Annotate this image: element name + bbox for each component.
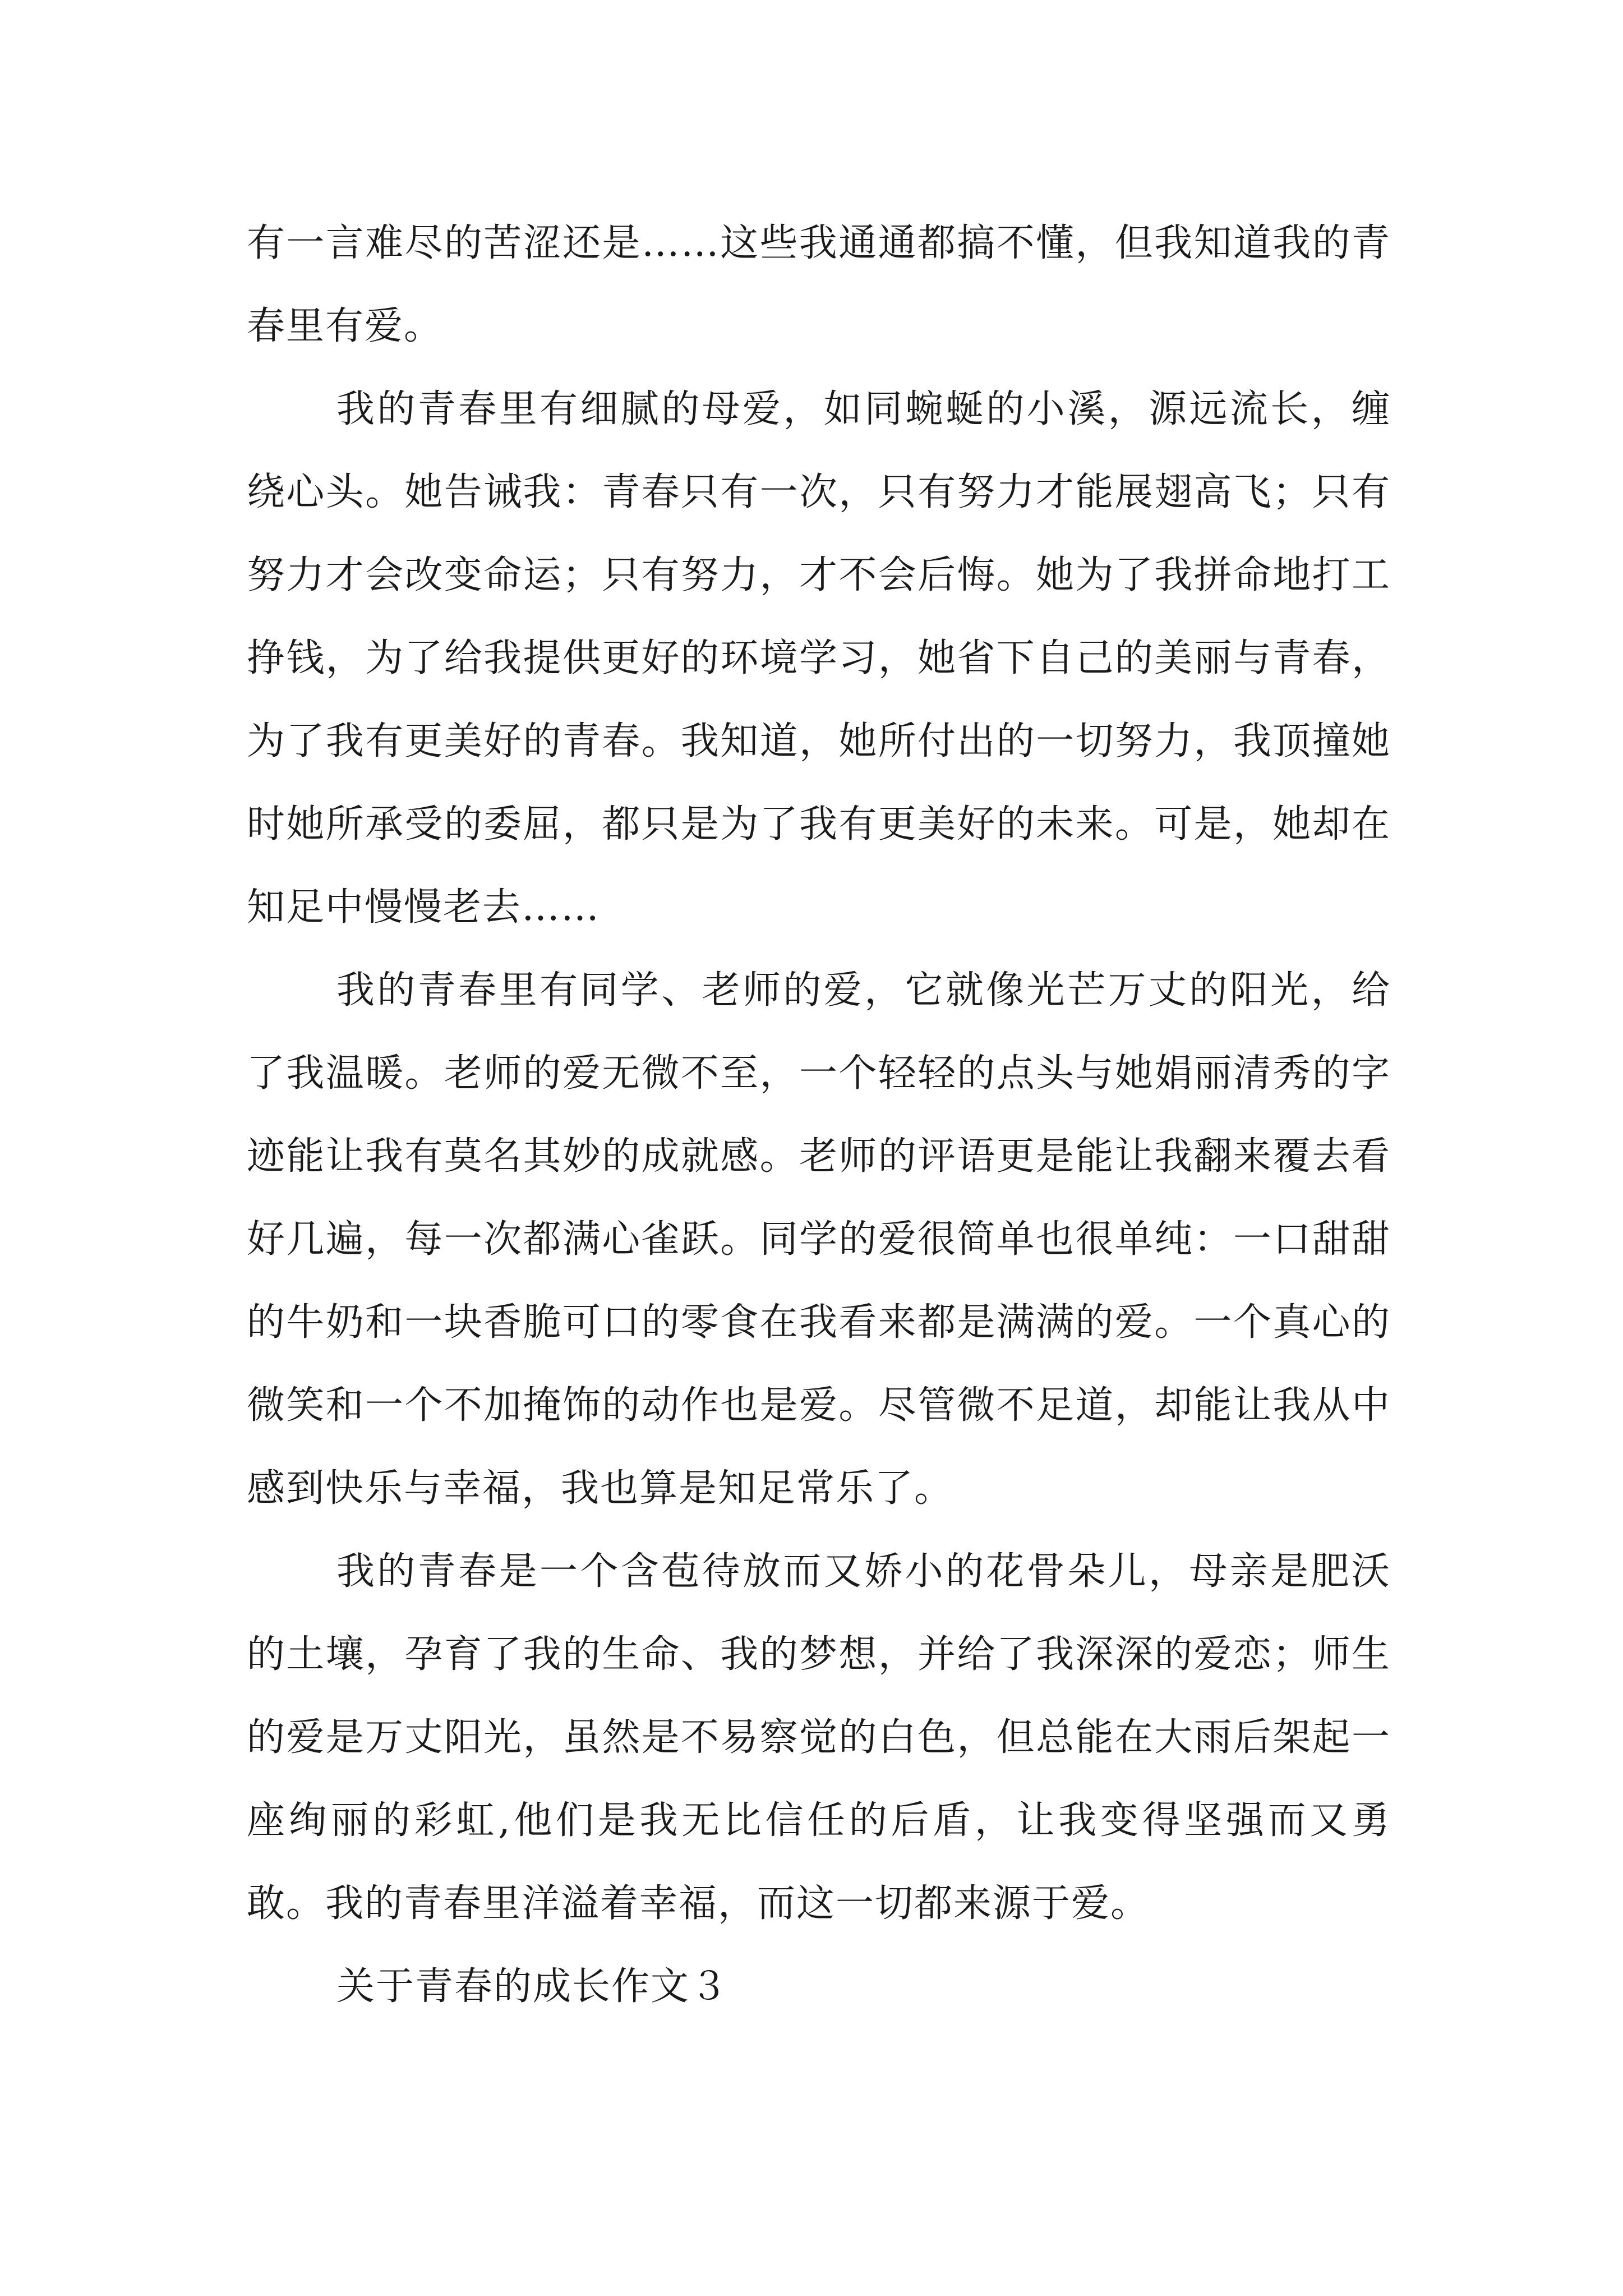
section-heading: 关于青春的成长作文３ — [336, 1964, 730, 2009]
paragraph-3: 我的青春里有同学、老师的爱，它就像光芒万丈的阳光，给了我温暖。老师的爱无微不至，一个轻轻的点头与她娟丽清秀的字迹能让我有莫名其妙的成就感。老师的评语更是能让我翻来覆去看好几遍，每一次都满心雀跃。同学的爱很简单也很单纯：一口甜甜的牛奶和一块香脆可口的零食在我看来都是满满的爱。一个真心的微笑和一个不加掩饰的动作也是爱。尽管微不足道，却能让我从中感到快乐与幸福，我也算是知足常乐了。 — [247, 968, 1391, 1511]
paragraph-4: 我的青春是一个含苞待放而又娇小的花骨朵儿，母亲是肥沃的土壤，孕育了我的生命、我的梦想，并给了我深深的爱恋；师生的爱是万丈阳光，虽然是不易察觉的白色，但总能在大雨后架起一座绚丽的彩虹,他们是我无比信任的后盾，让我变得坚强而又勇敢。我的青春里洋溢着幸福，而这一切都来源于爱。 — [247, 1549, 1391, 1926]
paragraph-2: 我的青春里有细腻的母爱，如同蜿蜒的小溪，源远流长，缠绕心头。她告诫我：青春只有一次，只有努力才能展翅高飞；只有努力才会改变命运；只有努力，才不会后悔。她为了我拼命地打工挣钱，为了给我提供更好的环境学习，她省下自己的美丽与青春，为了我有更美好的青春。我知道，她所付出的一切努力，我顶撞她时她所承受的委屈，都只是为了我有更美好的未来。可是，她却在知足中慢慢老去…… — [247, 387, 1391, 930]
essay-body — [247, 202, 1391, 2028]
paragraph-1: 有一言难尽的苦涩还是……这些我通通都搞不懂，但我知道我的青春里有爱。 — [247, 221, 1391, 348]
